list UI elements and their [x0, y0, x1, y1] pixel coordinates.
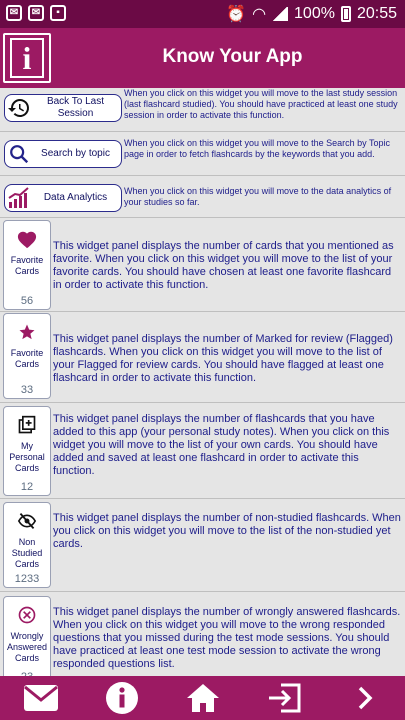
app-logo [3, 33, 51, 83]
widget-description: When you click on this widget you will move to the data analytics of your studies so far. [124, 186, 392, 207]
divider [0, 498, 405, 499]
info-logo-icon: i [10, 38, 44, 78]
widget-description: When you click on this widget you will move to the last study session (last flashcard studied). You should have practiced at least one study session in order to activate this function. [124, 88, 398, 120]
divider [0, 217, 405, 218]
widget-description: When you click on this widget you will move to the Search by Topic page in order to fetch flashcards by the keywords that you add. [124, 138, 390, 159]
divider [0, 131, 405, 132]
flagged-cards-tile[interactable] [3, 313, 51, 399]
panel-description: This widget panel displays the number of Marked for review (Flagged) flashcards. When you click on this widget you will move to the list of your Flagged for review cards. You should have flagged at least one flashcard in order to activate this function. [53, 333, 393, 384]
panel-favorite-cards[interactable] [3, 220, 402, 310]
panel-description: This widget panel displays the number of wrongly answered flashcards. When you click on this widget you will move to the wrong responded questions that you missed during the test mode sessions. You should have practiced at least one test mode session to activate the wrong responded questions list. [53, 606, 401, 670]
widget-row-back-to-last-session [0, 88, 405, 134]
panel-description: This widget panel displays the number of cards that you mentioned as favorite. When you click on this widget you will move to the list of your favorite cards. You should have chosen at least one favorite flashcard in order to activate this function. [53, 240, 394, 291]
divider [0, 402, 405, 403]
notification-icon: ▪ [50, 5, 66, 21]
app-header [0, 28, 405, 88]
next-icon[interactable] [345, 680, 385, 716]
widget-label: Back To Last Session [46, 96, 105, 119]
star-icon [4, 320, 50, 344]
battery-icon [341, 6, 351, 22]
search-icon [5, 141, 33, 167]
tile-label: My Personal Cards [9, 441, 45, 473]
signal-icon [272, 7, 288, 21]
notification-icon: ✉ [28, 5, 44, 21]
add-card-icon [4, 413, 50, 437]
close-circle-icon [4, 603, 50, 627]
info-icon[interactable] [102, 680, 142, 716]
divider [0, 591, 405, 592]
tile-label: Favorite Cards [10, 348, 44, 369]
widget-label: Search by topic [41, 148, 110, 159]
heart-icon [4, 227, 50, 251]
tile-label: Wrongly Answered Cards [6, 631, 48, 663]
bottom-navigation [0, 676, 405, 720]
panel-flagged-cards[interactable] [3, 313, 402, 401]
panel-description: This widget panel displays the number of flashcards that you have added to this app (your personal study notes). When you click on this widget you will move to the list of your own cards. You should have added and saved at least one flashcard in order to activate this function. [53, 413, 390, 477]
data-analytics-button[interactable] [4, 184, 122, 212]
divider [0, 175, 405, 176]
wifi-icon: ◠ [252, 6, 267, 23]
analytics-icon [5, 185, 33, 211]
favorite-cards-tile[interactable] [3, 220, 51, 310]
eye-off-icon [4, 509, 50, 533]
tile-label: Favorite Cards [10, 255, 44, 276]
divider [0, 311, 405, 312]
panel-non-studied-cards[interactable] [3, 502, 402, 590]
clock: 20:55 [356, 5, 397, 22]
mail-icon[interactable] [21, 680, 61, 716]
page-title: Know Your App [162, 46, 303, 67]
login-icon[interactable] [264, 680, 304, 716]
notification-icon: ✉ [6, 5, 22, 21]
panel-personal-cards[interactable] [3, 406, 402, 496]
wrongly-answered-cards-tile[interactable] [3, 596, 51, 686]
panel-wrongly-answered-cards[interactable] [3, 596, 402, 686]
non-studied-cards-tile[interactable] [3, 502, 51, 588]
tile-count: 56 [20, 295, 34, 307]
widget-row-search-by-topic [0, 134, 405, 180]
personal-cards-tile[interactable] [3, 406, 51, 496]
home-icon[interactable] [183, 680, 223, 716]
battery-level: 100% [294, 5, 335, 22]
widget-label: Data Analytics [43, 192, 108, 203]
status-bar [0, 0, 405, 28]
tile-count: 12 [20, 481, 34, 493]
tile-count: 1233 [14, 573, 40, 585]
history-icon [5, 95, 33, 121]
back-to-last-session-button[interactable] [4, 94, 122, 122]
content-area[interactable] [0, 88, 405, 676]
tile-count: 33 [20, 384, 34, 396]
search-by-topic-button[interactable] [4, 140, 122, 168]
tile-label: Non Studied Cards [11, 537, 43, 569]
panel-description: This widget panel displays the number of non-studied flashcards. When you click on this widget you will move to the list of the non-studied yet cards. [53, 512, 401, 550]
alarm-icon: ⏰ [226, 6, 247, 23]
